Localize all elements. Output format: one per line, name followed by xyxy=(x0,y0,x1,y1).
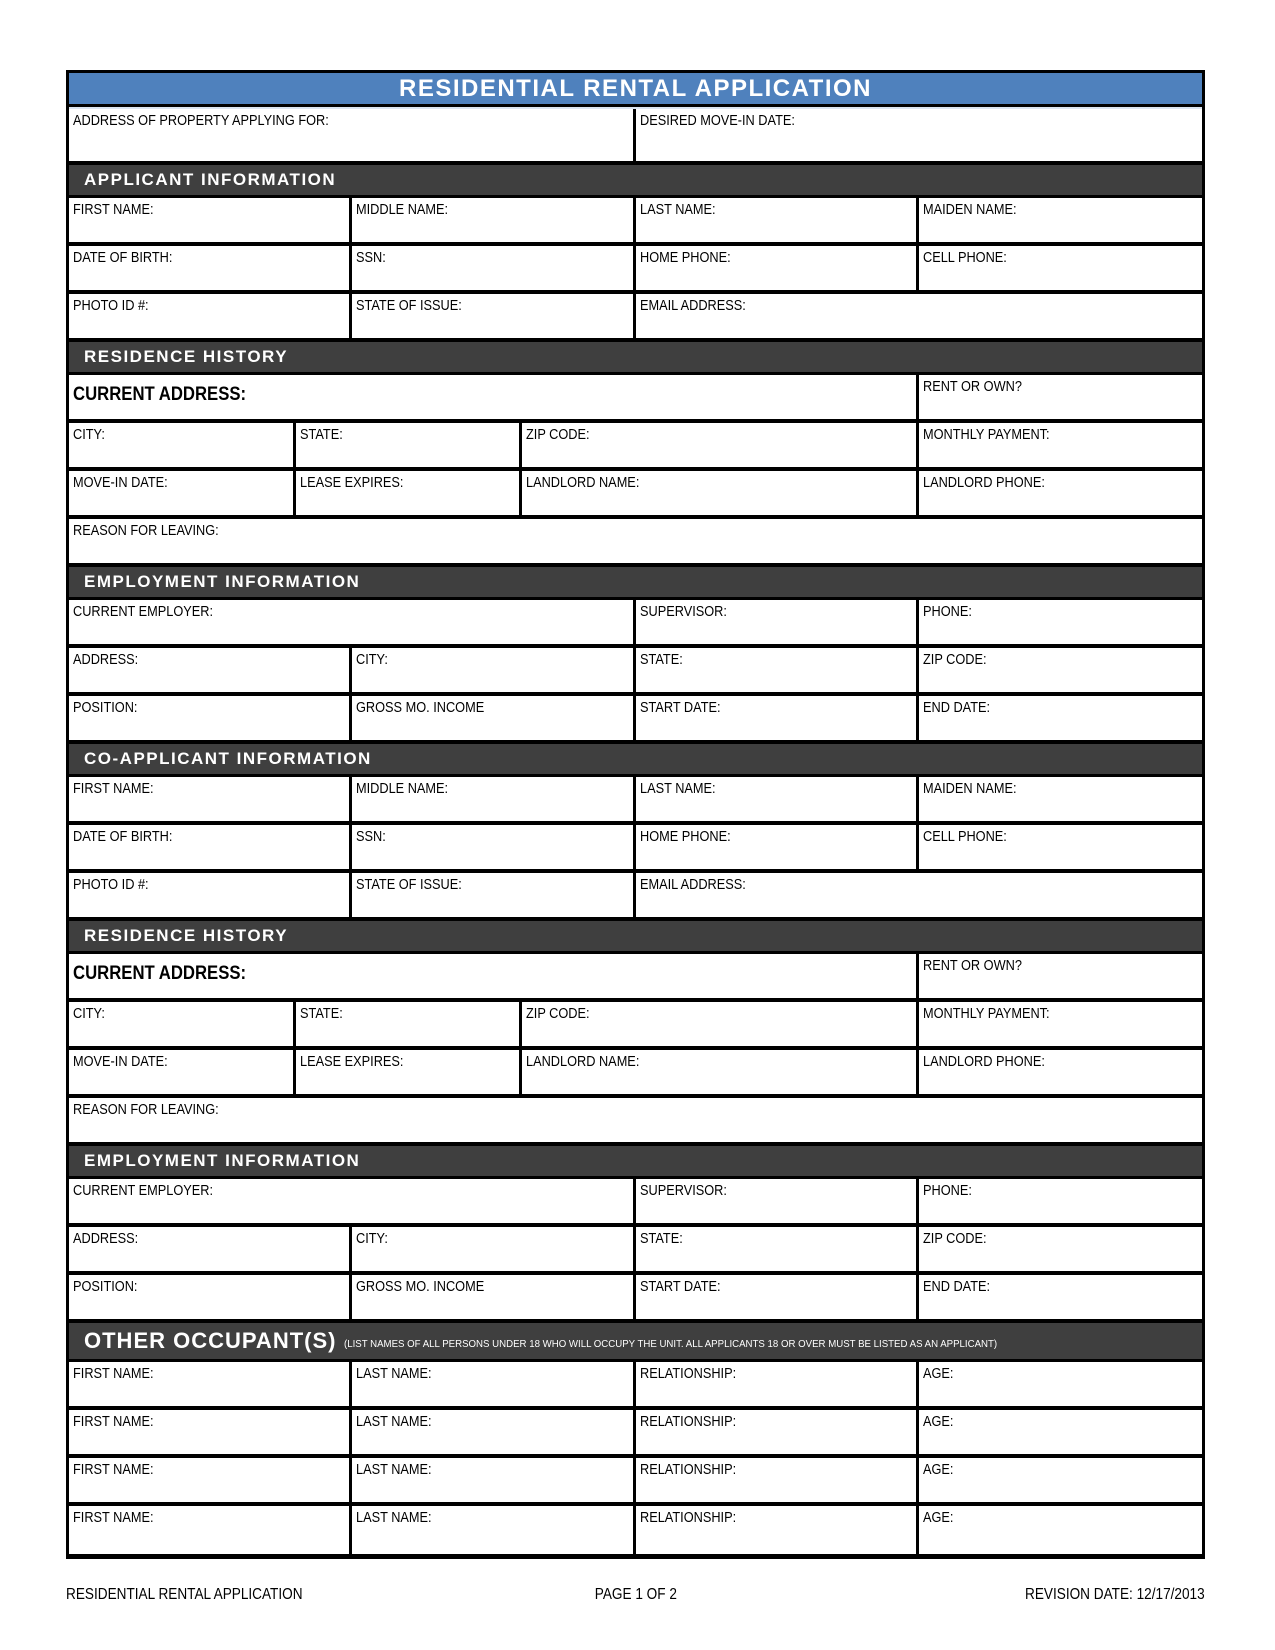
field-label: END DATE: xyxy=(922,1278,990,1295)
field-first-name[interactable] xyxy=(69,198,352,242)
field-current-employer[interactable] xyxy=(69,1179,636,1223)
field-label: LAST NAME: xyxy=(356,1461,432,1478)
field-landlord-name[interactable] xyxy=(522,471,919,515)
field-last-name[interactable] xyxy=(352,1506,635,1554)
field-current-employer[interactable] xyxy=(69,600,636,644)
field-label: GROSS MO. INCOME xyxy=(356,699,485,716)
form-row xyxy=(69,1362,1202,1410)
field-move-in-date[interactable] xyxy=(69,471,296,515)
field-label: START DATE: xyxy=(639,699,721,716)
field-landlord-phone[interactable] xyxy=(919,1050,1202,1094)
form-row xyxy=(69,954,1202,1002)
form-row xyxy=(69,1179,1202,1227)
field-zip-code[interactable] xyxy=(919,1227,1202,1271)
field-label: CITY: xyxy=(356,1230,389,1247)
section-title: APPLICANT INFORMATION xyxy=(84,170,337,189)
field-label: GROSS MO. INCOME xyxy=(356,1278,485,1295)
form-title: RESIDENTIAL RENTAL APPLICATION xyxy=(398,74,872,102)
field-label: RELATIONSHIP: xyxy=(639,1461,736,1478)
field-label: SSN: xyxy=(356,828,387,845)
section-title: EMPLOYMENT INFORMATION xyxy=(84,572,361,591)
field-maiden-name[interactable] xyxy=(919,198,1202,242)
field-label: STATE: xyxy=(639,651,683,668)
form-row xyxy=(69,777,1202,825)
field-label: REASON FOR LEAVING: xyxy=(73,1101,219,1118)
field-label: REASON FOR LEAVING: xyxy=(73,522,219,539)
field-last-name[interactable] xyxy=(636,198,919,242)
field-last-name[interactable] xyxy=(352,1458,635,1502)
field-position[interactable] xyxy=(69,1275,352,1319)
form-row xyxy=(69,294,1202,342)
field-state[interactable] xyxy=(296,1002,523,1046)
field-label: MOVE-IN DATE: xyxy=(73,474,168,491)
field-label: CURRENT EMPLOYER: xyxy=(73,1182,214,1199)
field-state[interactable] xyxy=(636,648,919,692)
form-row xyxy=(69,696,1202,744)
field-move-in-date[interactable] xyxy=(69,1050,296,1094)
field-label: STATE: xyxy=(299,426,343,443)
field-relationship[interactable] xyxy=(636,1506,919,1554)
field-start-date[interactable] xyxy=(636,1275,919,1319)
field-cell-phone[interactable] xyxy=(919,825,1202,869)
field-label: MAIDEN NAME: xyxy=(922,780,1017,797)
field-current-address[interactable] xyxy=(69,954,919,998)
field-ssn[interactable] xyxy=(352,825,635,869)
field-label: RELATIONSHIP: xyxy=(639,1365,736,1382)
form-row xyxy=(69,1458,1202,1506)
field-label: START DATE: xyxy=(639,1278,721,1295)
section-header-co-applicant-information xyxy=(69,744,1202,777)
field-date-of-birth[interactable] xyxy=(69,246,352,290)
field-label: FIRST NAME: xyxy=(73,201,154,218)
field-photo-id[interactable] xyxy=(69,873,352,917)
field-zip-code[interactable] xyxy=(522,1002,919,1046)
field-label: LAST NAME: xyxy=(356,1365,432,1382)
field-label: STATE: xyxy=(639,1230,683,1247)
field-label: DATE OF BIRTH: xyxy=(73,828,173,845)
field-phone[interactable] xyxy=(919,1179,1202,1223)
field-zip-code[interactable] xyxy=(522,423,919,467)
field-start-date[interactable] xyxy=(636,696,919,740)
field-city[interactable] xyxy=(352,1227,635,1271)
field-state[interactable] xyxy=(636,1227,919,1271)
form-row xyxy=(69,825,1202,873)
field-label: ADDRESS: xyxy=(73,651,139,668)
page-footer xyxy=(66,1586,1205,1604)
field-label: AGE: xyxy=(922,1365,954,1382)
field-label: LANDLORD NAME: xyxy=(526,474,640,491)
field-label: CITY: xyxy=(73,426,105,443)
field-label: LAST NAME: xyxy=(356,1413,432,1430)
field-current-address[interactable] xyxy=(69,375,919,419)
section-title: OTHER OCCUPANT(S) xyxy=(84,1328,337,1353)
field-label: MONTHLY PAYMENT: xyxy=(922,426,1050,443)
footer-document-title: RESIDENTIAL RENTAL APPLICATION xyxy=(66,1586,303,1603)
form-row xyxy=(69,375,1202,423)
field-label: RELATIONSHIP: xyxy=(639,1509,736,1526)
field-first-name[interactable] xyxy=(69,1410,352,1454)
field-supervisor[interactable] xyxy=(636,600,919,644)
field-label: AGE: xyxy=(922,1413,954,1430)
field-relationship[interactable] xyxy=(636,1410,919,1454)
form-row xyxy=(69,519,1202,567)
section-title: EMPLOYMENT INFORMATION xyxy=(84,1151,361,1170)
field-end-date[interactable] xyxy=(919,1275,1202,1319)
field-first-name[interactable] xyxy=(69,777,352,821)
field-label: CURRENT ADDRESS: xyxy=(73,963,247,984)
field-first-name[interactable] xyxy=(69,1506,352,1554)
field-age[interactable] xyxy=(919,1506,1202,1554)
field-label: EMAIL ADDRESS: xyxy=(639,876,746,893)
field-age[interactable] xyxy=(919,1458,1202,1502)
field-first-name[interactable] xyxy=(69,1362,352,1406)
field-label: MAIDEN NAME: xyxy=(922,201,1017,218)
field-label: PHONE: xyxy=(922,1182,972,1199)
field-label: MIDDLE NAME: xyxy=(356,780,449,797)
field-label: FIRST NAME: xyxy=(73,780,154,797)
field-label: AGE: xyxy=(922,1461,954,1478)
field-label: STATE OF ISSUE: xyxy=(356,297,463,314)
field-address-of-property-applying-for[interactable] xyxy=(69,109,636,161)
field-label: SUPERVISOR: xyxy=(639,603,727,620)
field-label: FIRST NAME: xyxy=(73,1461,154,1478)
field-label: STATE: xyxy=(299,1005,343,1022)
field-email-address[interactable] xyxy=(636,873,1203,917)
section-header-residence-history xyxy=(69,342,1202,375)
field-label: ADDRESS OF PROPERTY APPLYING FOR: xyxy=(73,112,329,129)
form-row xyxy=(69,873,1202,921)
field-rent-or-own[interactable] xyxy=(919,954,1202,998)
field-supervisor[interactable] xyxy=(636,1179,919,1223)
field-gross-mo-income[interactable] xyxy=(352,1275,635,1319)
field-label: CELL PHONE: xyxy=(922,249,1007,266)
section-header-other-occupant-s xyxy=(69,1323,1202,1362)
field-label: ZIP CODE: xyxy=(922,1230,987,1247)
rental-application-form xyxy=(66,70,1205,1559)
field-label: SUPERVISOR: xyxy=(639,1182,727,1199)
form-row xyxy=(69,1002,1202,1050)
section-header-residence-history xyxy=(69,921,1202,954)
field-label: RENT OR OWN? xyxy=(922,378,1022,395)
field-city[interactable] xyxy=(69,1002,296,1046)
field-phone[interactable] xyxy=(919,600,1202,644)
form-row xyxy=(69,1506,1202,1554)
field-relationship[interactable] xyxy=(636,1362,919,1406)
section-title: RESIDENCE HISTORY xyxy=(84,926,289,945)
field-end-date[interactable] xyxy=(919,696,1202,740)
field-monthly-payment[interactable] xyxy=(919,423,1202,467)
field-label: CELL PHONE: xyxy=(922,828,1007,845)
field-email-address[interactable] xyxy=(636,294,1203,338)
section-header-employment-information xyxy=(69,567,1202,600)
field-label: DATE OF BIRTH: xyxy=(73,249,173,266)
section-header-employment-information xyxy=(69,1146,1202,1179)
field-label: PHONE: xyxy=(922,603,972,620)
field-label: MONTHLY PAYMENT: xyxy=(922,1005,1050,1022)
form-body xyxy=(69,107,1202,1554)
form-row xyxy=(69,600,1202,648)
field-first-name[interactable] xyxy=(69,1458,352,1502)
field-label: ZIP CODE: xyxy=(526,1005,590,1022)
field-monthly-payment[interactable] xyxy=(919,1002,1202,1046)
field-city[interactable] xyxy=(352,648,635,692)
field-home-phone[interactable] xyxy=(636,246,919,290)
field-lease-expires[interactable] xyxy=(296,471,523,515)
form-row xyxy=(69,107,1202,165)
section-title: RESIDENCE HISTORY xyxy=(84,347,289,366)
field-label: CITY: xyxy=(73,1005,105,1022)
field-label: END DATE: xyxy=(922,699,990,716)
form-row xyxy=(69,1050,1202,1098)
field-last-name[interactable] xyxy=(352,1410,635,1454)
footer-revision-date: REVISION DATE: 12/17/2013 xyxy=(1025,1586,1206,1603)
field-label: POSITION: xyxy=(73,699,138,716)
field-label: LEASE EXPIRES: xyxy=(299,474,404,491)
field-ssn[interactable] xyxy=(352,246,635,290)
field-label: PHOTO ID #: xyxy=(73,876,149,893)
field-maiden-name[interactable] xyxy=(919,777,1202,821)
section-note: (LIST NAMES OF ALL PERSONS UNDER 18 WHO WILL OCCUPY THE UNIT. ALL APPLICANTS 18 OR OVER MUST BE LISTED AS AN APPLICANT) xyxy=(344,1338,998,1350)
field-label: EMAIL ADDRESS: xyxy=(639,297,746,314)
field-gross-mo-income[interactable] xyxy=(352,696,635,740)
field-reason-for-leaving[interactable] xyxy=(69,1098,1202,1142)
field-zip-code[interactable] xyxy=(919,648,1202,692)
field-state-of-issue[interactable] xyxy=(352,294,635,338)
field-reason-for-leaving[interactable] xyxy=(69,519,1202,563)
field-desired-move-in-date[interactable] xyxy=(636,109,1203,161)
field-label: LANDLORD PHONE: xyxy=(922,474,1045,491)
field-label: MOVE-IN DATE: xyxy=(73,1053,168,1070)
form-row xyxy=(69,423,1202,471)
field-age[interactable] xyxy=(919,1410,1202,1454)
form-title-bar xyxy=(69,73,1202,107)
field-last-name[interactable] xyxy=(352,1362,635,1406)
section-header-applicant-information xyxy=(69,165,1202,198)
field-label: FIRST NAME: xyxy=(73,1365,154,1382)
form-row xyxy=(69,1227,1202,1275)
field-lease-expires[interactable] xyxy=(296,1050,523,1094)
field-label: CURRENT EMPLOYER: xyxy=(73,603,214,620)
form-row xyxy=(69,471,1202,519)
field-label: ZIP CODE: xyxy=(526,426,590,443)
field-rent-or-own[interactable] xyxy=(919,375,1202,419)
field-landlord-phone[interactable] xyxy=(919,471,1202,515)
field-label: CITY: xyxy=(356,651,389,668)
field-label: LANDLORD NAME: xyxy=(526,1053,640,1070)
field-state-of-issue[interactable] xyxy=(352,873,635,917)
field-cell-phone[interactable] xyxy=(919,246,1202,290)
form-row xyxy=(69,198,1202,246)
field-label: FIRST NAME: xyxy=(73,1413,154,1430)
field-last-name[interactable] xyxy=(636,777,919,821)
field-label: HOME PHONE: xyxy=(639,828,731,845)
field-label: FIRST NAME: xyxy=(73,1509,154,1526)
field-label: LAST NAME: xyxy=(639,201,716,218)
field-middle-name[interactable] xyxy=(352,198,635,242)
form-row xyxy=(69,648,1202,696)
field-label: CURRENT ADDRESS: xyxy=(73,384,247,405)
field-label: ZIP CODE: xyxy=(922,651,987,668)
form-row xyxy=(69,1098,1202,1146)
field-label: RENT OR OWN? xyxy=(922,957,1022,974)
field-middle-name[interactable] xyxy=(352,777,635,821)
field-label: MIDDLE NAME: xyxy=(356,201,449,218)
field-photo-id[interactable] xyxy=(69,294,352,338)
section-title: CO-APPLICANT INFORMATION xyxy=(84,749,372,768)
field-state[interactable] xyxy=(296,423,523,467)
field-label: LAST NAME: xyxy=(356,1509,432,1526)
field-label: SSN: xyxy=(356,249,387,266)
footer-page-number: PAGE 1 OF 2 xyxy=(594,1586,677,1603)
field-position[interactable] xyxy=(69,696,352,740)
field-label: ADDRESS: xyxy=(73,1230,139,1247)
form-row xyxy=(69,1410,1202,1458)
field-label: DESIRED MOVE-IN DATE: xyxy=(639,112,795,129)
form-row xyxy=(69,246,1202,294)
form-row xyxy=(69,1275,1202,1323)
field-label: PHOTO ID #: xyxy=(73,297,149,314)
field-label: STATE OF ISSUE: xyxy=(356,876,463,893)
field-date-of-birth[interactable] xyxy=(69,825,352,869)
field-label: AGE: xyxy=(922,1509,954,1526)
field-address[interactable] xyxy=(69,648,352,692)
field-relationship[interactable] xyxy=(636,1458,919,1502)
field-label: HOME PHONE: xyxy=(639,249,731,266)
field-label: RELATIONSHIP: xyxy=(639,1413,736,1430)
field-label: LEASE EXPIRES: xyxy=(299,1053,404,1070)
field-age[interactable] xyxy=(919,1362,1202,1406)
field-label: LANDLORD PHONE: xyxy=(922,1053,1045,1070)
field-label: LAST NAME: xyxy=(639,780,716,797)
field-home-phone[interactable] xyxy=(636,825,919,869)
field-label: POSITION: xyxy=(73,1278,138,1295)
field-city[interactable] xyxy=(69,423,296,467)
field-landlord-name[interactable] xyxy=(522,1050,919,1094)
field-address[interactable] xyxy=(69,1227,352,1271)
